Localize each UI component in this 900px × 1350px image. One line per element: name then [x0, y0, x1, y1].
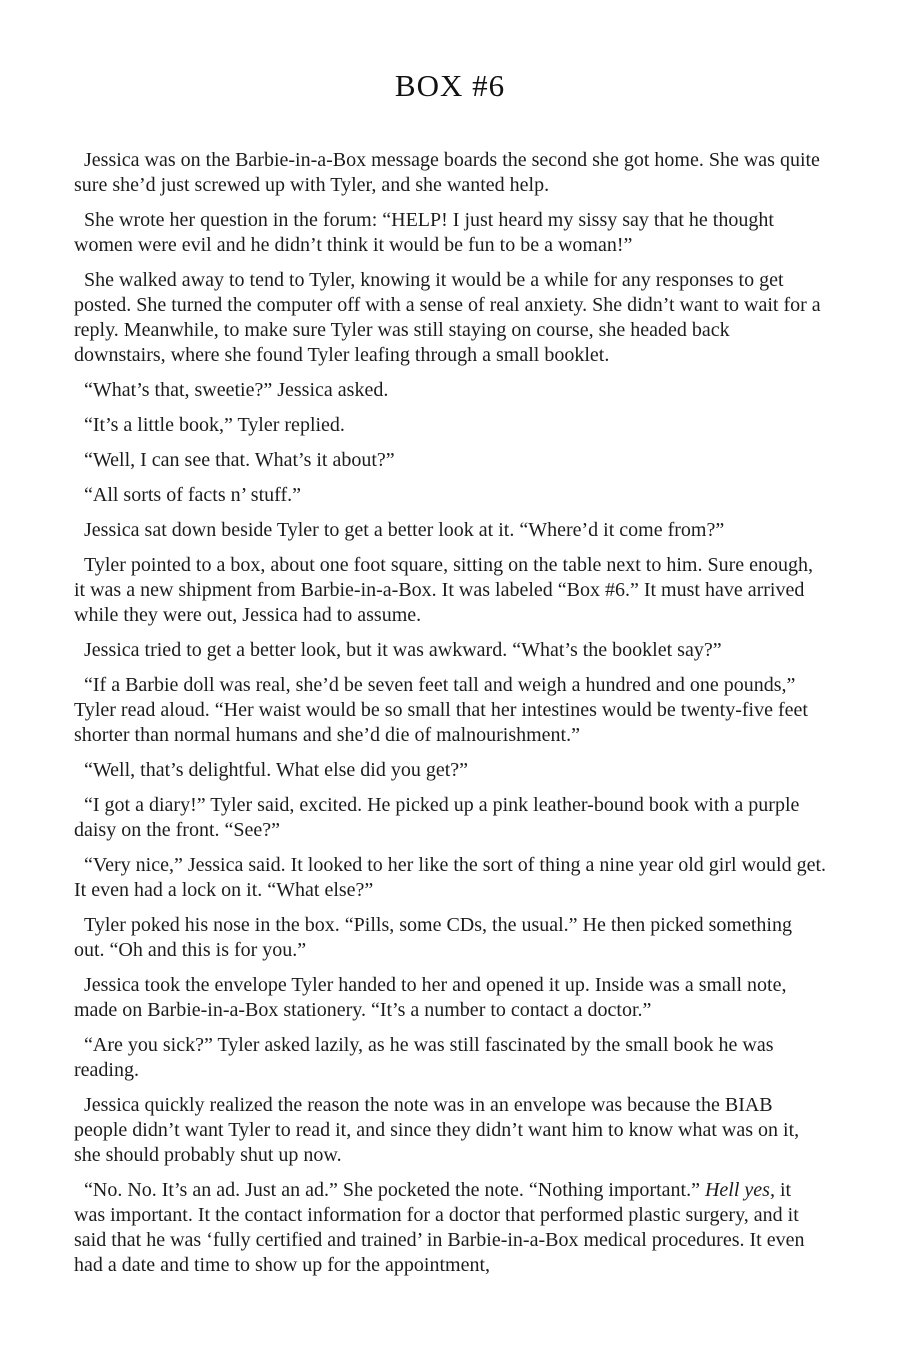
story-paragraph — [74, 1178, 826, 1278]
story-text: Jessica tried to get a better look, but it was awkward. “What’s the booklet say?” — [84, 639, 722, 661]
story-text: “Are you sick?” Tyler asked lazily, as he was still fascinated by the small book he was reading. — [74, 1034, 774, 1081]
story-text: Jessica sat down beside Tyler to get a better look at it. “Where’d it come from?” — [84, 519, 725, 541]
story-paragraph — [74, 853, 826, 903]
story-paragraph — [74, 518, 826, 543]
story-text: Jessica was on the Barbie-in-a-Box message boards the second she got home. She was quite sure she’d just screwed up with Tyler, and she wanted help. — [74, 149, 820, 196]
story-paragraph — [74, 793, 826, 843]
story-text: She walked away to tend to Tyler, knowing it would be a while for any responses to get posted. She turned the computer off with a sense of real anxiety. She didn’t want to wait for a reply. Meanwhile, to make sure Tyler was still staying on course, she headed back downstairs, where she found Tyler leafing through a small booklet. — [74, 269, 821, 366]
story-paragraph — [74, 483, 826, 508]
story-body — [74, 148, 826, 1278]
story-paragraph — [74, 553, 826, 628]
story-paragraph — [74, 1093, 826, 1168]
chapter-title: BOX #6 — [394, 68, 506, 103]
story-text: She wrote her question in the forum: “HELP! I just heard my sissy say that he thought women were evil and he didn’t think it would be fun to be a woman!” — [74, 209, 774, 256]
story-paragraph — [74, 413, 826, 438]
story-text: “Well, that’s delightful. What else did you get?” — [84, 759, 469, 781]
story-text: “I got a diary!” Tyler said, excited. He picked up a pink leather-bound book with a purple daisy on the front. “See?” — [74, 794, 800, 841]
story-text: Jessica quickly realized the reason the note was in an envelope was because the BIAB people didn’t want Tyler to read it, and since they didn’t want him to know what was on it, she should probably shut up now. — [74, 1094, 800, 1166]
story-text: “All sorts of facts n’ stuff.” — [84, 484, 301, 506]
story-paragraph — [74, 148, 826, 198]
story-paragraph — [74, 913, 826, 963]
story-text: “No. No. It’s an ad. Just an ad.” She pocketed the note. “Nothing important.” — [84, 1179, 705, 1201]
story-text: it was important. It the contact information for a doctor that performed plastic surgery, and it said that he was ‘fully certified and trained’ in Barbie-in-a-Box medical procedures. It even had a date and time to show up for the appointment, — [74, 1179, 805, 1276]
story-paragraph — [74, 378, 826, 403]
story-text: “What’s that, sweetie?” Jessica asked. — [84, 379, 389, 401]
story-paragraph — [74, 448, 826, 473]
story-paragraph — [74, 638, 826, 663]
story-text: Tyler pointed to a box, about one foot square, sitting on the table next to him. Sure enough, it was a new shipment from Barbie-in-a-Box. It was labeled “Box #6.” It must have arrived while they were out, Jessica had to assume. — [74, 554, 814, 626]
story-text: Jessica took the envelope Tyler handed to her and opened it up. Inside was a small note, made on Barbie-in-a-Box stationery. “It’s a number to contact a doctor.” — [74, 974, 787, 1021]
story-paragraph — [74, 673, 826, 748]
story-text: “It’s a little book,” Tyler replied. — [84, 414, 345, 436]
story-paragraph — [74, 758, 826, 783]
story-text: “Well, I can see that. What’s it about?” — [84, 449, 395, 471]
story-text: “Very nice,” Jessica said. It looked to her like the sort of thing a nine year old girl would get. It even had a lock on it. “What else?” — [74, 854, 827, 901]
story-paragraph — [74, 973, 826, 1023]
story-paragraph — [74, 208, 826, 258]
story-text: Tyler poked his nose in the box. “Pills, some CDs, the usual.” He then picked something out. “Oh and this is for you.” — [74, 914, 792, 961]
story-text: “If a Barbie doll was real, she’d be seven feet tall and weigh a hundred and one pounds,” Tyler read aloud. “Her waist would be so small that her intestines would be twenty-five feet shorter than normal humans and she’d die of malnourishment.” — [74, 674, 808, 746]
story-text-italic: Hell yes, — [704, 1179, 775, 1201]
story-paragraph — [74, 268, 826, 368]
story-paragraph — [74, 1033, 826, 1083]
